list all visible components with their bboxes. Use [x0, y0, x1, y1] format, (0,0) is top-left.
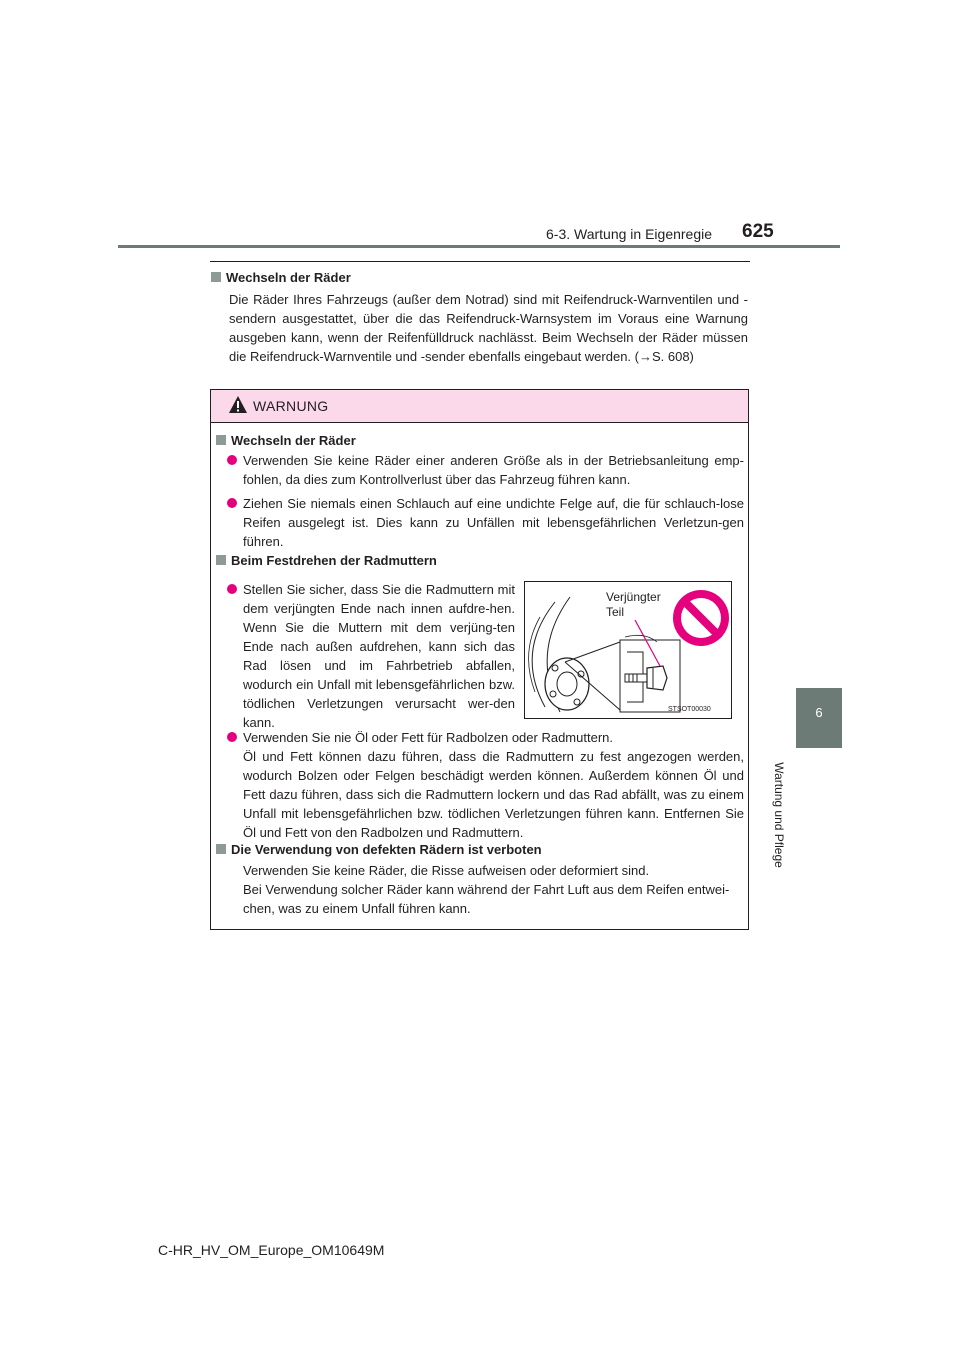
- figure-code: STSOT00030: [668, 706, 711, 713]
- figure-callout-label: [606, 590, 661, 620]
- page-number: 625: [742, 221, 774, 242]
- list-item: [227, 728, 744, 842]
- header-rule: [118, 245, 840, 248]
- square-bullet-icon: [216, 844, 226, 854]
- list-item: [227, 494, 744, 551]
- wheel-nut-illustration: [524, 581, 732, 719]
- intro-heading: [211, 270, 351, 285]
- section-divider: [210, 261, 750, 262]
- list-item-text: Verwenden Sie nie Öl oder Fett für Radbolzen oder Radmuttern.: [243, 730, 613, 745]
- section-text: Verwenden Sie keine Räder, die Risse aufweisen oder deformiert sind.: [243, 863, 650, 878]
- chapter-number: 6: [815, 705, 823, 720]
- square-bullet-icon: [216, 555, 226, 565]
- list-item-text: Öl und Fett können dazu führen, dass die Radmuttern zu fest angezogen werden, wodurch Bolzen oder Felgen beschädigt werden können. Außerdem können Öl und Fett dazu führen, dass sich die Radmuttern lockern und das Rad abfällt, was zu einem Unfall mit lebensgefährlichen bzw. tödlichen Verletzungen führen kann. Entfernen Sie Öl und Fett von den Radbolzen und Radmuttern.: [243, 749, 744, 840]
- bullet-dot-icon: [227, 584, 237, 594]
- bullet-dot-icon: [227, 732, 237, 742]
- square-bullet-icon: [211, 272, 221, 282]
- warning-box: [210, 389, 749, 930]
- list-item: [227, 580, 515, 732]
- intro-heading-text: Wechseln der Räder: [226, 270, 351, 285]
- list-item-text: Stellen Sie sicher, dass Sie die Radmuttern mit dem verjüngten Ende nach innen aufdre-hen. Wenn Sie die Muttern mit dem verjüng-ten Ende nach außen aufdrehen, kann sich das Rad lösen und im Fahrbetrieb abfallen, wodurch ein Unfall mit lebensgefährlichen bzw. tödlichen Verletzungen verursacht wer-den kann.: [243, 582, 515, 730]
- heading-text: Beim Festdrehen der Radmuttern: [231, 553, 437, 568]
- callout-line: Verjüngter: [606, 590, 661, 604]
- square-bullet-icon: [216, 435, 226, 445]
- heading-text: Wechseln der Räder: [231, 433, 356, 448]
- warning-section-heading: [216, 553, 437, 568]
- heading-text: Die Verwendung von defekten Rädern ist verboten: [231, 842, 542, 857]
- warning-section-heading: [216, 842, 542, 857]
- chapter-tab: [796, 688, 842, 748]
- chapter-title: Wartung und Pflege: [772, 762, 786, 868]
- callout-line: Teil: [606, 605, 625, 619]
- warning-triangle-icon: [228, 395, 248, 414]
- bullet-dot-icon: [227, 455, 237, 465]
- section-text: Bei Verwendung solcher Räder kann während der Fahrt Luft aus dem Reifen entwei-chen, was zu einem Unfall führen kann.: [243, 882, 730, 916]
- intro-body: Die Räder Ihres Fahrzeugs (außer dem Notrad) sind mit Reifendruck-Warnventilen und -sendern ausgestattet, über die das Reifendruck-Warnsystem im Voraus eine Warnung ausgeben kann, wenn der Reifenfülldruck nachlässt. Beim Wechseln der Räder müssen die Reifendruck-Warnventile und -sender ebenfalls eingebaut werden. (→S. 608): [229, 292, 748, 364]
- warning-title: WARNUNG: [253, 398, 329, 414]
- warning-header: [211, 390, 748, 423]
- footer-doc-id: C-HR_HV_OM_Europe_OM10649M: [158, 1242, 385, 1258]
- warning-section-heading: [216, 433, 356, 448]
- list-item: [227, 451, 744, 489]
- list-item-text: Verwenden Sie keine Räder einer anderen Größe als in der Betriebsanleitung emp-fohlen, da dies zum Kontrollverlust über das Fahrzeug führen kann.: [243, 453, 744, 487]
- running-header-section: 6-3. Wartung in Eigenregie: [546, 226, 713, 242]
- list-item-text: Ziehen Sie niemals einen Schlauch auf eine undichte Felge auf, die für schlauch-lose Reifen ausgelegt ist. Dies kann zu Unfällen mit lebensgefährlichen Verletzun-gen führen.: [243, 496, 744, 549]
- bullet-dot-icon: [227, 498, 237, 508]
